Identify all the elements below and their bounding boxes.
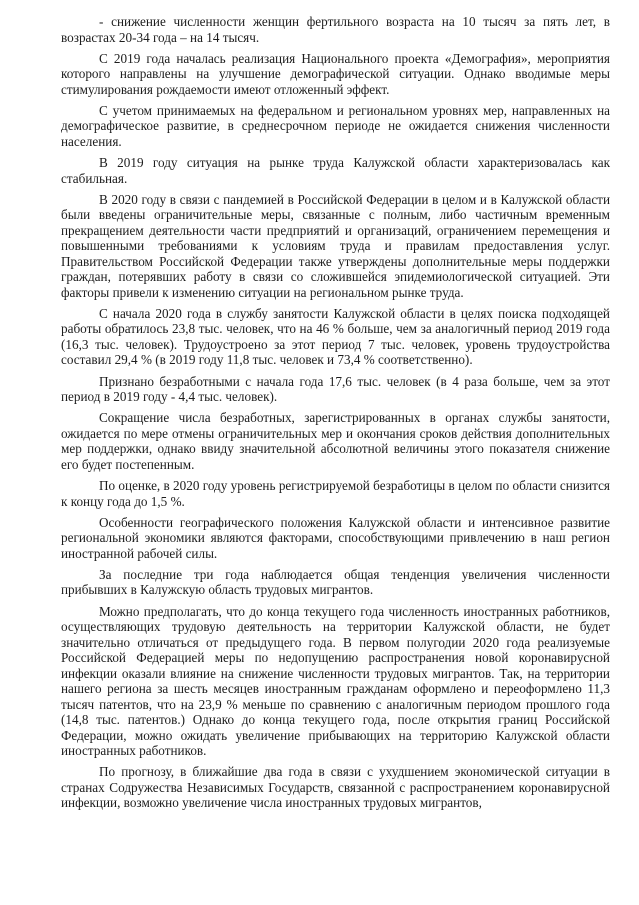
paragraph-labor-market-2019: В 2019 году ситуация на рынке труда Калужской области характеризовалась как стабильная.: [61, 155, 610, 186]
document-page: [61, 14, 610, 811]
paragraph-demography-project: С 2019 года началась реализация Национального проекта «Демография», мероприятия которого направлены на улучшение демографической ситуации. Однако вводимые меры стимулирования рождаемости имеют отложенный эффект.: [61, 50, 610, 97]
paragraph-population-outlook: С учетом принимаемых на федеральном и региональном уровнях мер, направленных на демографическое развитие, в среднесрочном периоде не ожидается снижения численности населения.: [61, 102, 610, 149]
paragraph-unemployment-reduction: Сокращение числа безработных, зарегистрированных в органах службы занятости, ожидается по мере отмены ограничительных мер и окончания сроков действия дополнительных мер поддержки, однако ввиду значительной абсолютной величины этого показателя снижение его будет постепенным.: [61, 410, 610, 472]
paragraph-fertility-decline: - снижение численности женщин фертильного возраста на 10 тысяч за пять лет, в возрастах 20-34 года – на 14 тысяч.: [61, 14, 610, 45]
paragraph-migrant-trend: За последние три года наблюдается общая тенденция увеличения численности прибывших в Калужскую область трудовых мигрантов.: [61, 566, 610, 598]
paragraph-forecast: По прогнозу, в ближайшие два года в связи с ухудшением экономической ситуации в странах Содружества Независимых Государств, связанной с распространением коронавирусной инфекции, возможно увеличение числа иностранных трудовых мигрантов,: [61, 764, 610, 811]
paragraph-unemployed-count: Признано безработными с начала года 17,6 тыс. человек (в 4 раза больше, чем за этот период в 2019 году - 4,4 тыс. человек).: [61, 373, 610, 405]
paragraph-employment-service: С начала 2020 года в службу занятости Калужской области в целях поиска подходящей работы обратилось 23,8 тыс. человек, что на 46 % больше, чем за аналогичный период 2019 года (16,3 тыс. человек). Трудоустроено за этот период 7 тыс. человек, уровень трудоустройства составил 29,4 % (в 2019 году 11,8 тыс. человек и 73,4 % соответственно).: [61, 305, 610, 368]
paragraph-geography: Особенности географического положения Калужской области и интенсивное развитие региональной экономики являются факторами, способствующими привлечению в наш регион иностранной рабочей силы.: [61, 514, 610, 561]
paragraph-foreign-workers: Можно предполагать, что до конца текущего года численность иностранных работников, осуществляющих трудовую деятельность на территории Калужской области, не будет значительно отличаться от предыдущего года. В первом полугодии 2020 года реализуемые Российской Федерацией меры по недопущению распространения новой коронавирусной инфекции оказали влияние на снижение численности трудовых мигрантов. Так, на территории нашего региона за шесть месяцев иностранным гражданам оформлено и переоформлено 11,3 тысяч патентов, что на 23,9 % меньше по сравнению с аналогичным периодом прошлого года (14,8 тыс. патентов.) Однако до конца текущего года, после открытия границ Российской Федерации, можно ожидать увеличение прибывающих на территорию Калужской области иностранных работников.: [61, 603, 610, 759]
paragraph-unemployment-rate: По оценке, в 2020 году уровень регистрируемой безработицы в целом по области снизится к концу года до 1,5 %.: [61, 478, 610, 509]
paragraph-pandemic-restrictions: В 2020 году в связи с пандемией в Российской Федерации в целом и в Калужской области были введены ограничительные меры, связанные с полным, либо частичным временным прекращением деятельности части предприятий и организаций, ограничением перемещения и повышенными требованиями к условиям труда и правилам предоставления услуг. Правительством Российской Федерации также утверждены дополнительные меры поддержки граждан, потерявших работу в связи со сложившейся эпидемиологической ситуацией. Эти факторы привели к изменению ситуации на региональном рынке труда.: [61, 191, 610, 300]
